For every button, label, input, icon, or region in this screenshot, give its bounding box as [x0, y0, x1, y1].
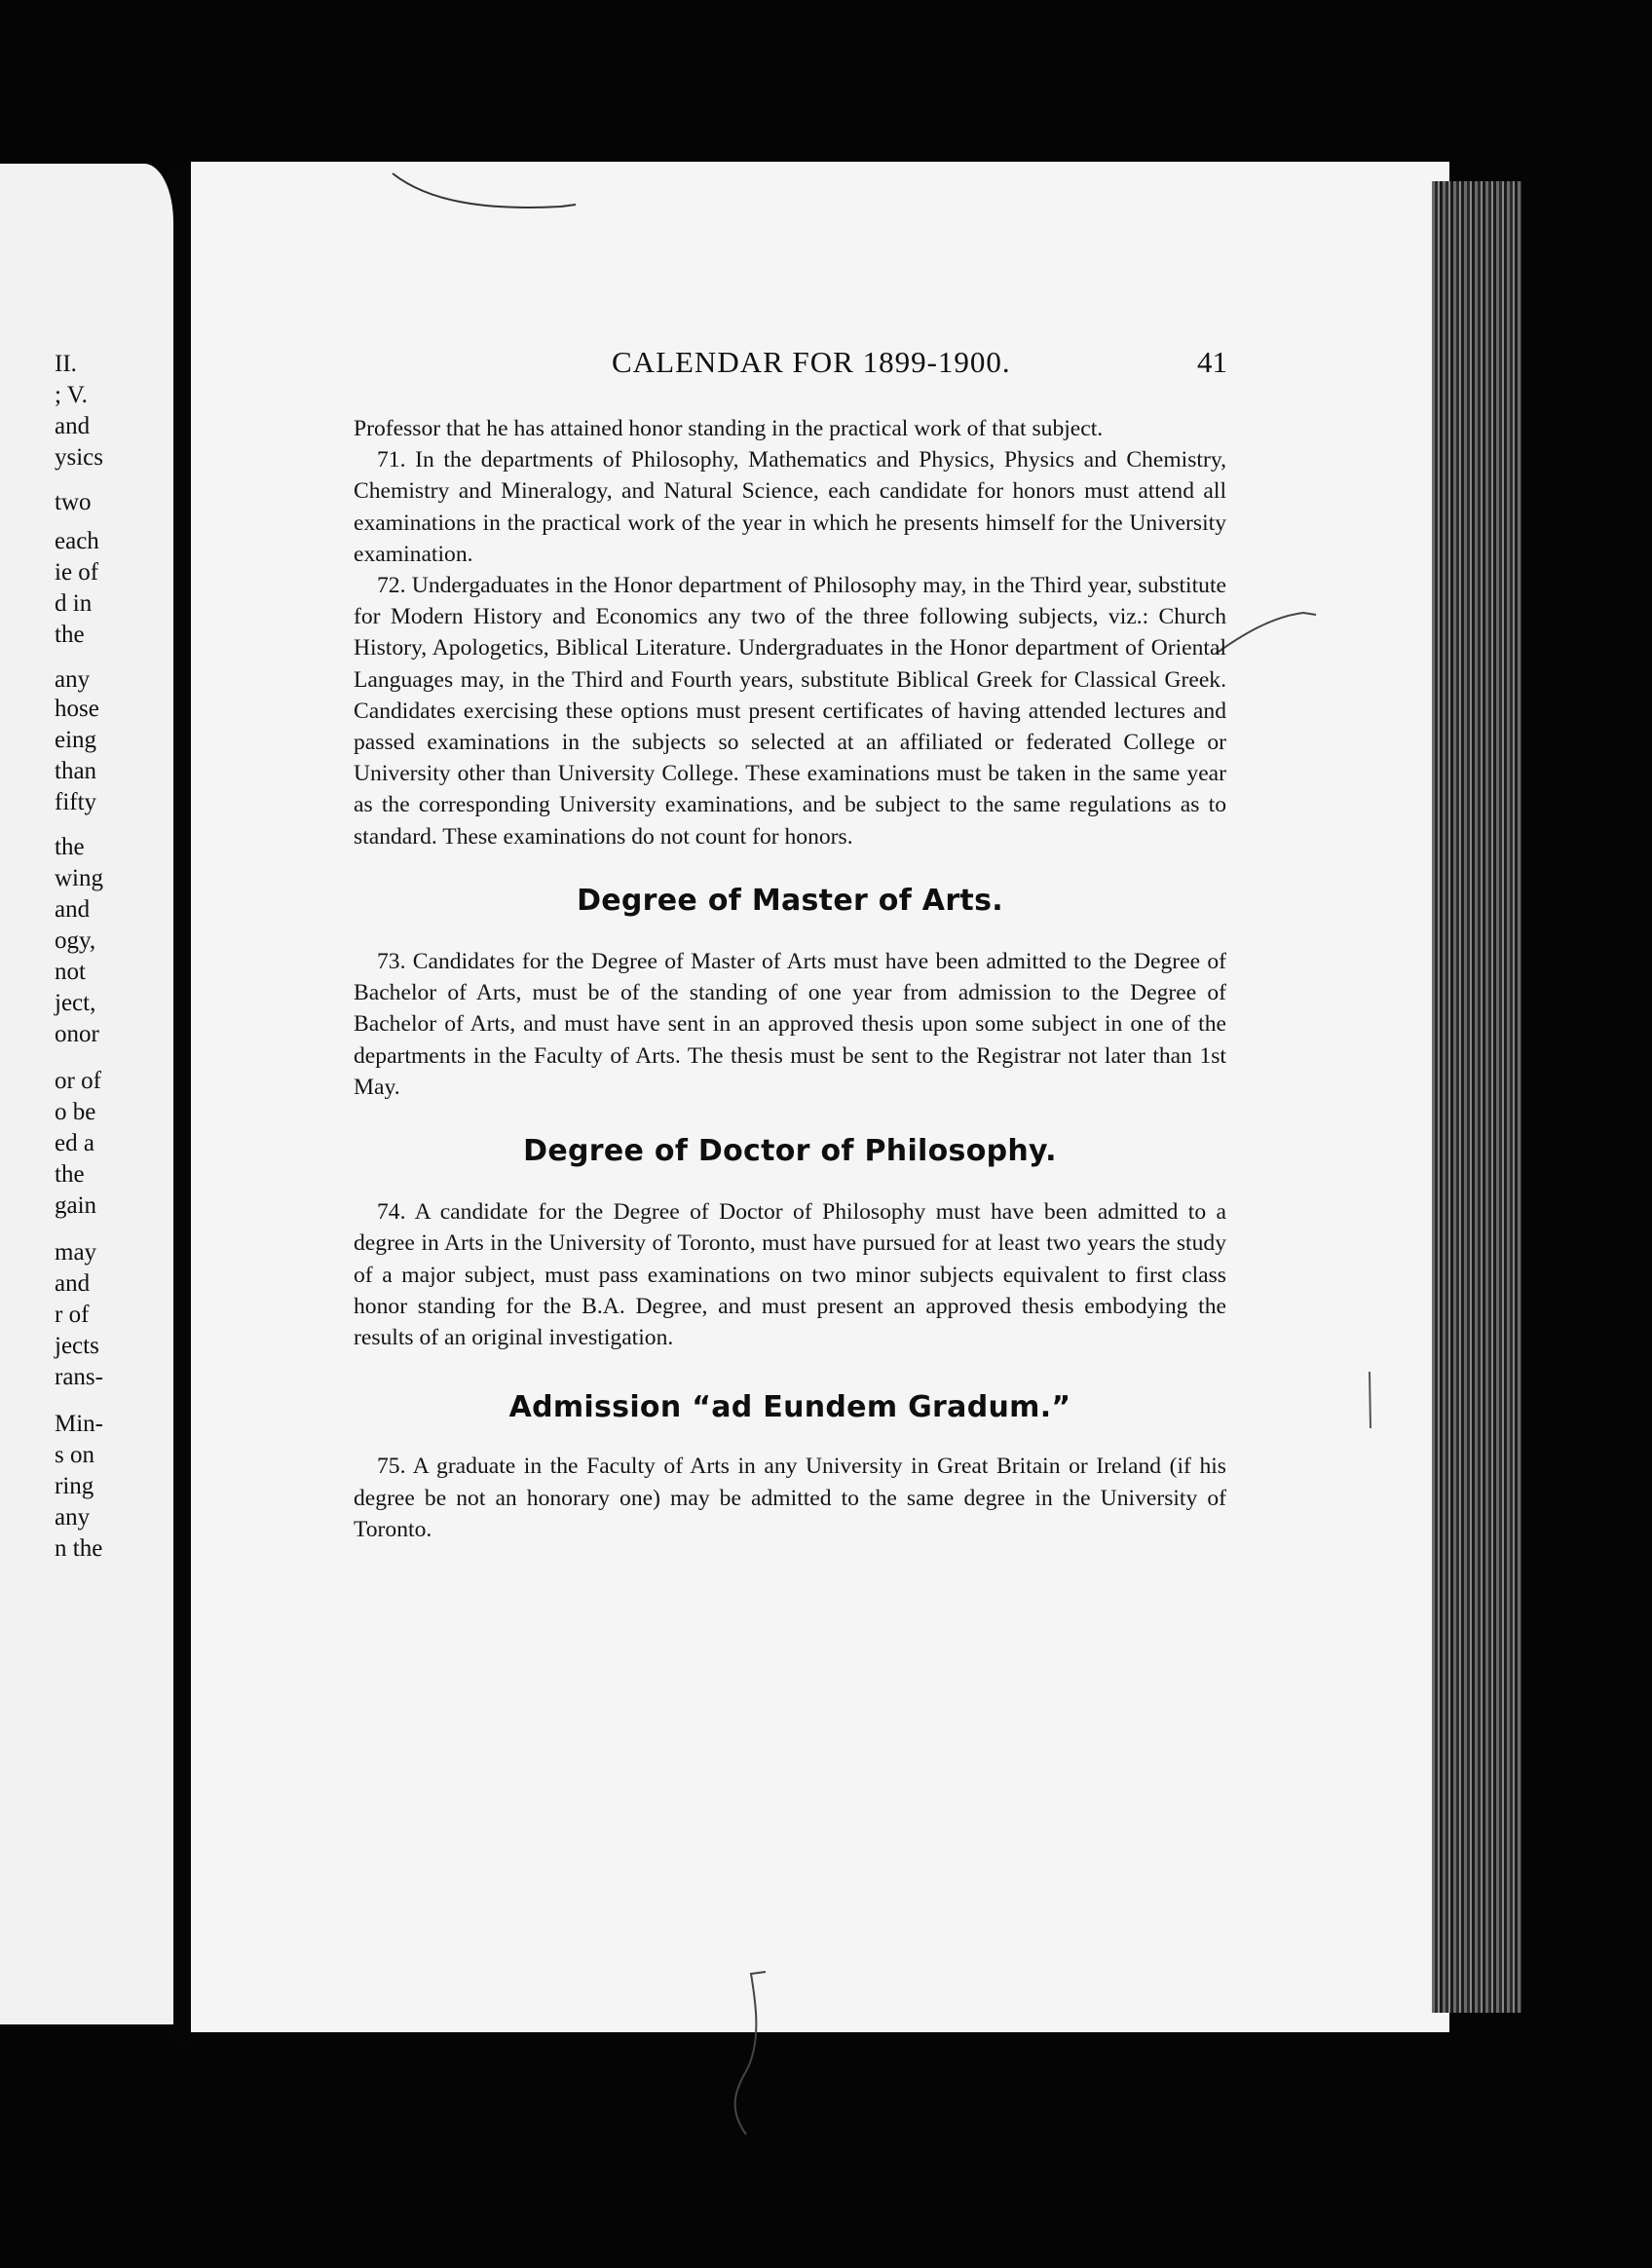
paragraph-75: 75. A graduate in the Faculty of Arts in any University in Great Britain or Ireland (if his degree be not an honorary one) may be admitted to the same degree in the University of Toronto. — [354, 1454, 1226, 1542]
pencil-stroke-bottom — [717, 1964, 775, 2159]
facing-page-text-fragment: wing — [55, 865, 103, 891]
facing-page-text-fragment: any — [55, 1504, 91, 1531]
facing-page-text-fragment: two — [55, 489, 92, 515]
facing-page-text-fragment: ; V. — [55, 382, 88, 408]
paragraph-73: 73. Candidates for the Degree of Master of Arts must have been admitted to the Degree of Bachelor of Arts, must be of the standing of one year from admission to the Degree of Bachelor of Arts, and must have sent in an approved thesis upon some subject in one of the departments in the Faculty of Arts. The thesis must be sent to the Registrar not later than 1st May. — [354, 949, 1226, 1100]
facing-page-text-fragment: Min- — [55, 1411, 103, 1437]
facing-page-text-fragment: each — [55, 528, 99, 554]
continuation-paragraph: Professor that he has attained honor standing in the practical work of that subject. — [354, 416, 1104, 441]
facing-page-text-fragment: than — [55, 758, 97, 784]
facing-page-text-fragment: gain — [55, 1192, 97, 1219]
facing-page-text-fragment: ie of — [55, 559, 99, 586]
paragraph-71: 71. In the departments of Philosophy, Mathematics and Physics, Physics and Chemistry, Chemistry and Mineralogy, and Natural Science, each candidate for honors must attend all examinations in the practical work of the year in which he presents himself for the University examination. — [354, 447, 1226, 567]
facing-page-text-fragment: d in — [55, 590, 93, 617]
heading-admission-ad-eundem: Admission “ad Eundem Gradum.” — [508, 1390, 1071, 1425]
facing-page-text-fragment: not — [55, 959, 86, 985]
running-head — [351, 345, 1227, 390]
facing-page-text-fragment: any — [55, 666, 91, 693]
facing-page-text-fragment: and — [55, 1270, 91, 1297]
gutter-shadow — [173, 166, 191, 2046]
paragraph-72: 72. Undergaduates in the Honor department of Philosophy may, in the Third year, substitute for Modern History and Economics any two of the three following subjects, viz.: Church History, Apologetics, Biblical Literature. Undergraduates in the Honor department of Oriental Languages may, in the Third and Fourth years, substitute Biblical Greek for Classical Greek. Candidates exercising these options must present certificates of having attended lectures and passed examinations in the subjects so selected at an affiliated or federated College or University other than University College. These examinations must be taken in the same year as the corresponding University examinations, and be subject to the same regulations as to standard. These examinations do not count for honors. — [354, 573, 1226, 850]
facing-page-text-fragment: eing — [55, 727, 97, 753]
facing-page-text-fragment: ject, — [55, 990, 96, 1016]
facing-page-text-fragment: ysics — [55, 444, 103, 471]
facing-page-text-fragment: o be — [55, 1099, 96, 1125]
page-edges — [1432, 181, 1521, 2013]
facing-page-text-fragment: and — [55, 413, 91, 439]
facing-page-text-fragment: II. — [55, 351, 77, 377]
margin-rule — [1366, 1370, 1375, 1438]
page-number: 41 — [1197, 345, 1227, 379]
heading-doctor-of-philosophy: Degree of Doctor of Philosophy. — [523, 1134, 1057, 1169]
facing-page-text-fragment: onor — [55, 1021, 99, 1047]
facing-page-text-fragment: the — [55, 622, 85, 648]
facing-page-text-fragment: rans- — [55, 1364, 103, 1390]
facing-page-text-fragment: the — [55, 834, 85, 860]
facing-page-fragment — [0, 164, 173, 2024]
facing-page-text-fragment: hose — [55, 696, 99, 722]
facing-page-text-fragment: s on — [55, 1442, 94, 1468]
page-body — [354, 413, 1226, 1545]
facing-page-text-fragment: and — [55, 896, 91, 923]
facing-page-text-fragment: r of — [55, 1302, 90, 1328]
paragraph-74: 74. A candidate for the Degree of Doctor of Philosophy must have been admitted to a degree in Arts in the University of Toronto, must have pursued for at least two years the study of a major subject, must pass examinations on two minor subjects equivalent to first class honor standing for the B.A. Degree, and must present an approved thesis embodying the results of an original investigation. — [354, 1199, 1226, 1351]
facing-page-text-fragment: ed a — [55, 1130, 94, 1156]
facing-page-text-fragment: jects — [55, 1333, 99, 1359]
facing-page-text-fragment: ogy, — [55, 927, 96, 954]
facing-page-text-fragment: ring — [55, 1473, 94, 1499]
facing-page-text-fragment: n the — [55, 1535, 103, 1562]
heading-master-of-arts: Degree of Master of Arts. — [577, 883, 1003, 918]
facing-page-text-fragment: fifty — [55, 789, 97, 815]
facing-page-text-fragment: or of — [55, 1068, 101, 1094]
facing-page-text-fragment: may — [55, 1239, 97, 1266]
pencil-stroke-margin — [1214, 605, 1321, 663]
facing-page-text-fragment: the — [55, 1161, 85, 1188]
pencil-stroke-top — [391, 164, 605, 222]
page-header-title: CALENDAR FOR 1899-1900. — [612, 345, 1011, 379]
